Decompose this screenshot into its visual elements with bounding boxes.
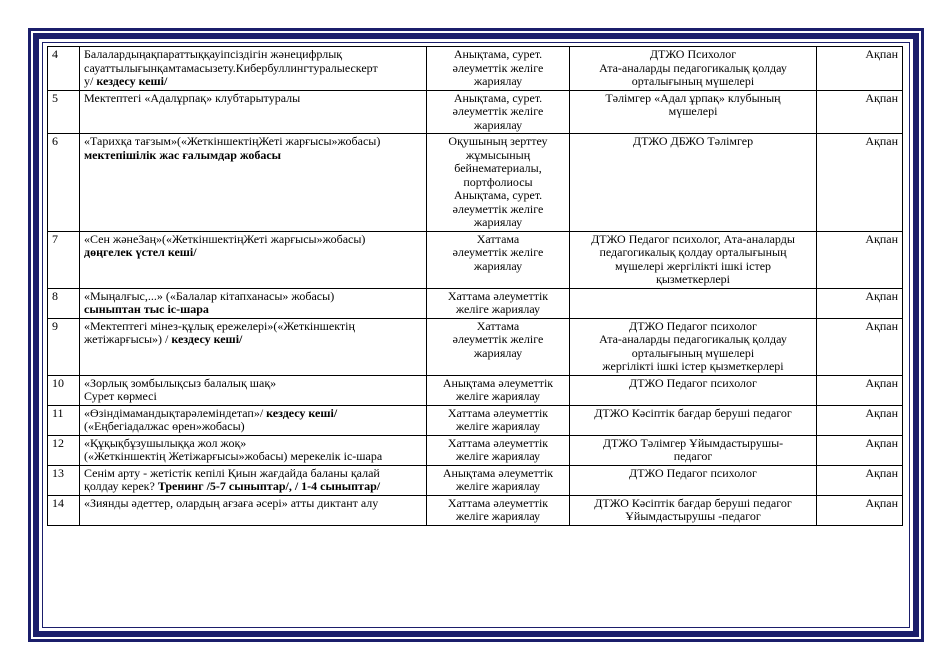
deadline-cell: Ақпан bbox=[817, 231, 903, 288]
event-line bbox=[84, 420, 422, 434]
completion-form-line: Хаттама әлеуметтік bbox=[447, 435, 549, 450]
completion-form-cell bbox=[427, 134, 570, 232]
event-cell bbox=[80, 90, 427, 134]
event-line bbox=[84, 75, 422, 89]
responsible-cell bbox=[570, 288, 817, 318]
responsible-line: педагог bbox=[673, 449, 713, 463]
row-number: 10 bbox=[48, 375, 80, 405]
event-format-label: мектепішілік жас ғалымдар жобасы bbox=[84, 147, 282, 162]
row-number: 11 bbox=[48, 405, 80, 435]
table-row bbox=[48, 435, 903, 465]
completion-form-line: әлеуметтік желіге bbox=[452, 245, 544, 259]
event-text: Мектептегі «Адалұрпақ» клубтарытуралы bbox=[84, 90, 301, 105]
event-text: «Зиянды әдеттер, олардың ағзаға әсері» атты диктант алу bbox=[84, 495, 379, 510]
event-format-label: кездесу кеші/ bbox=[171, 332, 243, 346]
completion-form-cell bbox=[427, 495, 570, 525]
event-line bbox=[84, 135, 422, 149]
completion-form-line: әлеуметтік желіге bbox=[452, 332, 544, 346]
event-cell bbox=[80, 47, 427, 91]
event-line bbox=[84, 377, 422, 391]
row-number: 6 bbox=[48, 134, 80, 232]
row-number: 14 bbox=[48, 495, 80, 525]
completion-form-line: жариялау bbox=[473, 117, 523, 132]
deadline-cell: Ақпан bbox=[817, 375, 903, 405]
responsible-cell bbox=[570, 231, 817, 288]
responsible-line: қызметкерлері bbox=[656, 272, 730, 286]
completion-form-line: әлеуметтік желіге bbox=[452, 201, 544, 216]
responsible-cell bbox=[570, 318, 817, 375]
completion-form-line: желіге жариялау bbox=[455, 449, 541, 463]
completion-form-line: желіге жариялау bbox=[455, 389, 541, 403]
completion-form-line: әлеуметтік желіге bbox=[452, 104, 544, 118]
completion-form-line: Хаттама әлеуметтік bbox=[447, 288, 549, 303]
responsible-line: ДТЖО Кәсіптік бағдар беруші педагог bbox=[594, 495, 792, 510]
responsible-line: Ата-аналарды педагогикалық қолдау bbox=[599, 60, 787, 75]
completion-form-line: Хаттама әлеуметтік bbox=[447, 405, 549, 420]
event-text: сауаттылығынқамтамасызету.Кибербуллингтуралыескерт bbox=[84, 60, 378, 75]
event-line bbox=[84, 246, 422, 260]
event-line bbox=[84, 333, 422, 347]
event-cell bbox=[80, 495, 427, 525]
event-line bbox=[84, 92, 422, 106]
responsible-line: ДТЖО Педагог психолог bbox=[629, 375, 757, 390]
event-text: «Мектептегі мінез-құлық ережелері»(«Жеткіншектің bbox=[84, 318, 355, 333]
event-line bbox=[84, 480, 422, 494]
table-row bbox=[48, 134, 903, 232]
event-cell bbox=[80, 231, 427, 288]
completion-form-line: Хаттама әлеуметтік bbox=[447, 495, 549, 510]
table-row bbox=[48, 47, 903, 91]
event-cell bbox=[80, 405, 427, 435]
responsible-cell bbox=[570, 47, 817, 91]
deadline-cell: Ақпан bbox=[817, 288, 903, 318]
completion-form-line: жариялау bbox=[473, 74, 523, 88]
responsible-line: ДТЖО Педагог психолог bbox=[629, 318, 757, 333]
row-number: 8 bbox=[48, 288, 80, 318]
event-line bbox=[84, 467, 422, 481]
event-line bbox=[84, 320, 422, 334]
completion-form-line: Анықтама әлеуметтік bbox=[442, 375, 554, 390]
table-row bbox=[48, 495, 903, 525]
responsible-cell bbox=[570, 375, 817, 405]
completion-form-cell bbox=[427, 231, 570, 288]
responsible-line: мүшелері жергілікті ішкі істер bbox=[614, 258, 772, 273]
event-cell bbox=[80, 375, 427, 405]
row-number: 13 bbox=[48, 465, 80, 495]
event-cell bbox=[80, 465, 427, 495]
event-text: «Зорлық зомбылықсыз балалық шақ» bbox=[84, 375, 277, 390]
completion-form-cell bbox=[427, 375, 570, 405]
event-cell bbox=[80, 435, 427, 465]
completion-form-line: жұмысының bbox=[465, 147, 531, 162]
deadline-cell: Ақпан bbox=[817, 405, 903, 435]
responsible-line: ДТЖО Тәлімгер Ұйымдастырушы- bbox=[602, 435, 784, 450]
completion-form-cell bbox=[427, 405, 570, 435]
event-line bbox=[84, 290, 422, 304]
completion-form-line: Оқушының зерттеу bbox=[448, 134, 548, 148]
deadline-cell: Ақпан bbox=[817, 465, 903, 495]
responsible-line: ДТЖО Психолог bbox=[649, 47, 737, 61]
responsible-cell bbox=[570, 495, 817, 525]
completion-form-cell bbox=[427, 288, 570, 318]
deadline-cell: Ақпан bbox=[817, 318, 903, 375]
responsible-cell bbox=[570, 405, 817, 435]
completion-form-line: жариялау bbox=[473, 258, 523, 273]
completion-form-line: желіге жариялау bbox=[455, 509, 541, 523]
responsible-line: ДТЖО Педагог психолог, Ата-аналарды bbox=[591, 231, 795, 246]
event-format-label: кездесу кеші/ bbox=[96, 74, 168, 88]
responsible-cell bbox=[570, 90, 817, 134]
deadline-cell: Ақпан bbox=[817, 495, 903, 525]
event-line bbox=[84, 407, 422, 421]
event-cell bbox=[80, 134, 427, 232]
row-number: 7 bbox=[48, 231, 80, 288]
completion-form-line: Хаттама bbox=[476, 318, 520, 333]
event-text: жетіжарғысы») / bbox=[84, 332, 172, 346]
responsible-cell bbox=[570, 465, 817, 495]
table-row bbox=[48, 231, 903, 288]
event-line bbox=[84, 303, 422, 317]
event-format-label: Тренинг /5-7 сыныптар/, / 1-4 сыныптар/ bbox=[157, 479, 381, 493]
event-cell bbox=[80, 318, 427, 375]
completion-form-cell bbox=[427, 435, 570, 465]
event-text: «Құқықбұзушылыққа жол жоқ» bbox=[84, 435, 247, 450]
completion-form-line: Анықтама, сурет. bbox=[453, 47, 543, 61]
table-row bbox=[48, 405, 903, 435]
table-row bbox=[48, 465, 903, 495]
completion-form-cell bbox=[427, 318, 570, 375]
event-text: «Мыңалғыс,...» («Балалар кітапханасы» жобасы) bbox=[84, 288, 335, 303]
completion-form-line: портфолиосы bbox=[463, 174, 533, 189]
deadline-cell: Ақпан bbox=[817, 47, 903, 91]
row-number: 4 bbox=[48, 47, 80, 91]
event-format-label: кездесу кеші/ bbox=[266, 405, 338, 420]
event-text: «Сен жәнеЗаң»(«ЖеткіншектіңЖеті жарғысы»жобасы) bbox=[84, 231, 366, 246]
responsible-line: ДТЖО ДБЖО Тәлімгер bbox=[632, 134, 754, 148]
table-row bbox=[48, 90, 903, 134]
responsible-line: Тәлімгер «Адал ұрпақ» клубының bbox=[605, 90, 781, 105]
event-text: Сурет көрмесі bbox=[84, 389, 157, 403]
event-plan-body bbox=[48, 47, 903, 526]
responsible-line: ДТЖО Кәсіптік бағдар беруші педагог bbox=[594, 405, 792, 420]
deadline-cell: Ақпан bbox=[817, 90, 903, 134]
completion-form-line: желіге жариялау bbox=[455, 419, 541, 433]
completion-form-line: әлеуметтік желіге bbox=[452, 60, 544, 75]
responsible-line: орталығының мүшелері bbox=[631, 345, 755, 360]
completion-form-line: жариялау bbox=[473, 215, 523, 229]
completion-form-line: Анықтама, сурет. bbox=[453, 90, 543, 105]
completion-form-cell bbox=[427, 47, 570, 91]
table-row bbox=[48, 288, 903, 318]
event-line bbox=[84, 48, 422, 62]
event-line bbox=[84, 390, 422, 404]
event-text: Балалардыңақпараттыққауіпсіздігін жәнецифрлық bbox=[84, 47, 343, 61]
responsible-cell bbox=[570, 435, 817, 465]
completion-form-line: Анықтама, сурет. bbox=[453, 188, 543, 202]
completion-form-line: Хаттама bbox=[476, 231, 520, 246]
table-row bbox=[48, 375, 903, 405]
table-row bbox=[48, 318, 903, 375]
row-number: 12 bbox=[48, 435, 80, 465]
responsible-line: жергілікті ішкі істер қызметкерлері bbox=[602, 359, 784, 373]
completion-form-line: жариялау bbox=[473, 345, 523, 360]
row-number: 5 bbox=[48, 90, 80, 134]
event-text: («Еңбегіадалжас өрен»жобасы) bbox=[84, 419, 245, 433]
event-format-label: сыныптан тыс іс-шара bbox=[84, 302, 209, 316]
event-line bbox=[84, 450, 422, 464]
event-line bbox=[84, 233, 422, 247]
event-text: Сенім арту - жетістік кепілі Қиын жағдайда баланы қалай bbox=[84, 465, 380, 480]
event-cell bbox=[80, 288, 427, 318]
event-text: («Жеткіншектің Жетіжарғысы»жобасы) мерекелік іс-шара bbox=[84, 449, 383, 463]
event-text: у/ bbox=[84, 74, 97, 88]
event-line bbox=[84, 62, 422, 76]
completion-form-cell bbox=[427, 90, 570, 134]
responsible-line: мүшелері bbox=[668, 104, 718, 118]
completion-form-line: Анықтама әлеуметтік bbox=[442, 465, 554, 480]
responsible-line: Ата-аналарды педагогикалық қолдау bbox=[599, 332, 787, 346]
responsible-line: педагогикалық қолдау орталығының bbox=[599, 245, 787, 259]
event-line bbox=[84, 497, 422, 511]
event-line bbox=[84, 149, 422, 163]
completion-form-line: желіге жариялау bbox=[455, 302, 541, 316]
event-text: қолдау керек? bbox=[84, 479, 158, 493]
responsible-line: ДТЖО Педагог психолог bbox=[629, 465, 757, 480]
event-text: «Тарихқа тағзым»(«ЖеткіншектіңЖеті жарғысы»жобасы) bbox=[84, 134, 381, 148]
completion-form-line: бейнематериалы, bbox=[454, 161, 542, 175]
deadline-cell: Ақпан bbox=[817, 435, 903, 465]
event-text: «Өзіндімамандықтарәлеміндетап»/ bbox=[84, 405, 267, 420]
event-line bbox=[84, 437, 422, 451]
completion-form-line: желіге жариялау bbox=[455, 479, 541, 493]
event-format-label: дөңгелек үстел кеші/ bbox=[84, 245, 197, 259]
deadline-cell: Ақпан bbox=[817, 134, 903, 232]
event-plan-table bbox=[47, 46, 903, 526]
responsible-line: орталығының мүшелері bbox=[631, 74, 755, 88]
responsible-line: Ұйымдастырушы -педагог bbox=[625, 509, 761, 523]
responsible-cell bbox=[570, 134, 817, 232]
row-number: 9 bbox=[48, 318, 80, 375]
completion-form-cell bbox=[427, 465, 570, 495]
